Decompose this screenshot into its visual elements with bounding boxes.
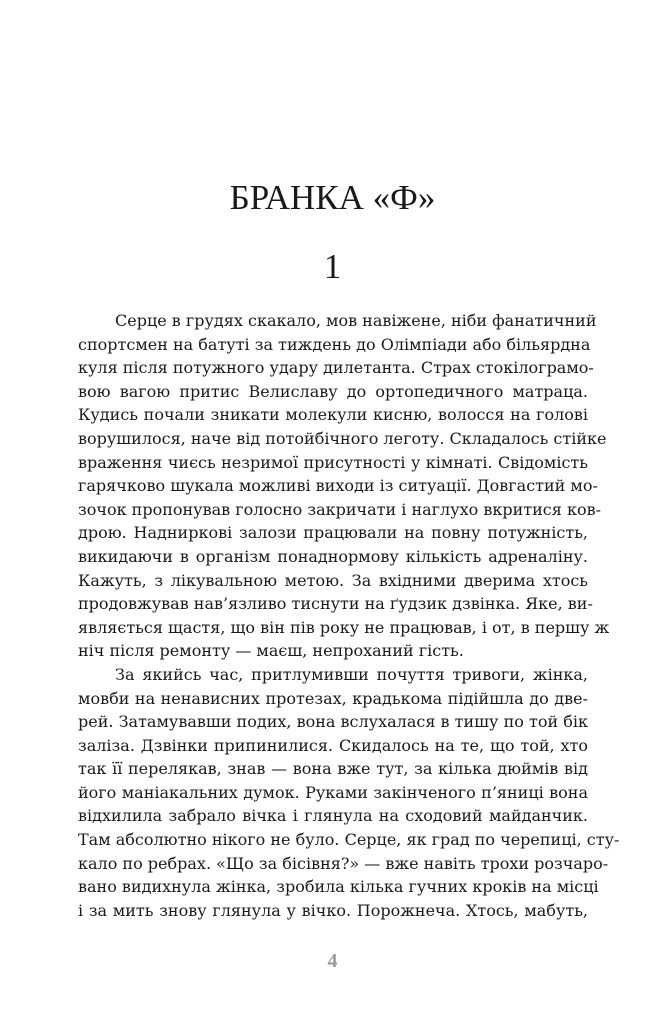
text-line: спортсмен на батуті за тиждень до Олімпіади або більярдна xyxy=(78,334,591,354)
text-line: гарячково шукала можливі виходи із ситуації. Довгастий мо- xyxy=(78,476,598,496)
text-line: За якийсь час, притлумивши почуття тривоги, жінка, xyxy=(115,664,588,684)
chapter-number: 1 xyxy=(323,247,342,286)
text-line: дрою. Надниркові залози працювали на повну потужність, xyxy=(78,523,588,543)
text-line: рей. Затамувавши подих, вона вслухалася в тишу по той бік xyxy=(78,712,588,732)
text-line: заліза. Дзвінки припинилися. Скидалось на те, що той, хто xyxy=(78,735,588,755)
text-line: його маніакальних думок. Руками закінченого п’яниці вона xyxy=(78,782,588,802)
text-line: зочок пропонував голосно закричати і наглухо вкритися ков- xyxy=(78,499,601,519)
text-line: куля після потужного удару дилетанта. Страх стокілограмо- xyxy=(78,358,594,378)
text-line: відхилила забрало вічка і глянула на сходовий майданчик. xyxy=(78,806,588,826)
text-line: враження чиєсь незримої присутності у кімнаті. Свідомість xyxy=(78,452,588,472)
text-line: продовжував нав’язливо тиснути на ґудзик дзвінка. Яке, ви- xyxy=(78,594,593,614)
text-line: мовби на ненависних протезах, крадькома підійшла до две- xyxy=(78,688,588,708)
text-line: викидаючи в організм понаднормову кількість адреналіну. xyxy=(78,546,588,566)
text-line: вано видихнула жінка, зробила кілька гучних кроків на місці xyxy=(78,877,599,897)
text-line: кало по ребрах. «Що за бісівня?» — вже навіть трохи розчаро- xyxy=(78,853,609,873)
text-line: так її перелякав, знав — вона вже тут, за кілька дюймів від xyxy=(78,759,588,779)
body-text xyxy=(78,309,620,922)
text-line: являється щастя, що він пів року не працював, і от, в першу ж xyxy=(78,617,610,637)
text-line: Серце в грудях скакало, мов навіжене, ніби фанатичний xyxy=(115,311,597,330)
text-line: ворушилося, наче від потойбічного леготу. Складалось стійке xyxy=(78,428,607,448)
book-title: БРАНКА «Ф» xyxy=(229,178,436,217)
text-line: Кудись почали зникати молекули кисню, волосся на голові xyxy=(78,405,588,425)
page-number: 4 xyxy=(327,950,338,972)
text-line: Кажуть, з лікувальною метою. За вхідними дверима хтось xyxy=(78,570,588,590)
text-line: ніч після ремонту — маєш, непроханий гість. xyxy=(78,641,464,661)
text-line: і за мить знову глянула у вічко. Порожнеча. Хтось, мабуть, xyxy=(78,900,588,920)
text-line: Там абсолютно нікого не було. Серце, як град по черепиці, сту- xyxy=(78,830,620,850)
text-line: вою вагою притис Велиславу до ортопедичного матраца. xyxy=(78,381,588,401)
